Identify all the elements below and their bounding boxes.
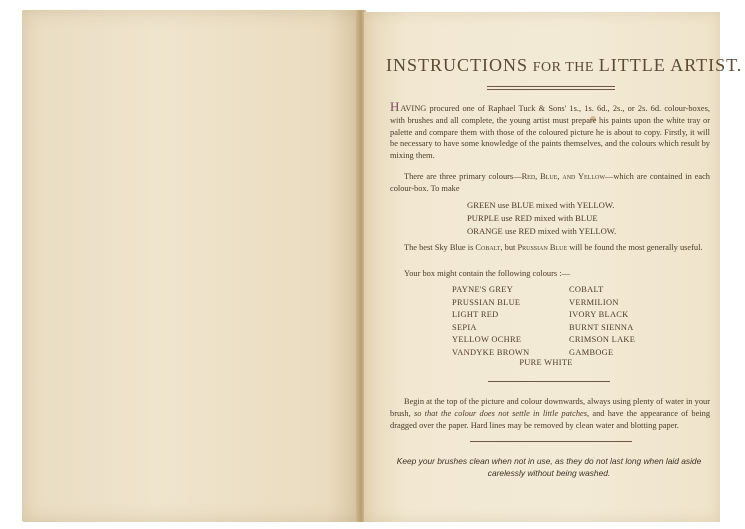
drop-cap: H [390, 99, 401, 114]
primary-text-after: —which are contained in each colour-box. To make [390, 172, 710, 193]
colour-item: VERMILION [569, 297, 619, 307]
mix-purple: PURPLE use RED mixed with BLUE [467, 213, 598, 223]
colour-item: COBALT [569, 285, 604, 294]
colour-item: GAMBOGE [569, 347, 614, 357]
mix-orange: ORANGE use RED mixed with YELLOW. [467, 226, 617, 236]
colour-item: PRUSSIAN BLUE [452, 297, 521, 307]
section-divider [488, 381, 610, 382]
primary-colours-names: Red, Blue, and Yellow [521, 172, 605, 181]
title-part-instructions: INSTRUCTIONS [386, 55, 529, 75]
sky-prussian: Prussian Blue [517, 243, 568, 252]
colour-item: IVORY BLACK [569, 310, 629, 320]
sky-blue-paragraph [390, 242, 710, 254]
footer-divider [470, 441, 632, 442]
colour-item: SEPIA [452, 322, 477, 332]
colour-item: LIGHT RED [452, 310, 499, 320]
primary-colours-paragraph [390, 171, 710, 195]
intro-paragraph [390, 101, 710, 162]
sky-text-2: , but [500, 243, 518, 252]
sky-cobalt: Cobalt [475, 243, 501, 252]
mix-green: GREEN use BLUE mixed with YELLOW. [467, 200, 615, 210]
colours-right-column [569, 284, 635, 360]
colour-item: YELLOW OCHRE [452, 335, 522, 345]
left-blank-page [22, 10, 362, 522]
primary-text-before: There are three primary colours— [404, 172, 522, 181]
colour-item: VANDYKE BROWN [452, 347, 530, 357]
title-part-little-artist: LITTLE ARTIST. [598, 55, 743, 75]
begin-italic: so that the colour does not settle in little patches [413, 408, 588, 418]
title-underline [487, 86, 615, 90]
sky-text-1: The best Sky Blue is [404, 243, 476, 252]
footer-note: Keep your brushes clean when not in use, as they do not last long when laid aside carelessly without being washed. [396, 456, 702, 478]
box-colours-intro: Your box might contain the following colours :— [404, 269, 570, 278]
colour-item: CRIMSON LAKE [569, 335, 636, 345]
begin-text-2: , and have the appearance of being dragged over the paper. Hard lines may be removed by clean water and blotting paper. [390, 408, 711, 430]
colour-pure-white: PURE WHITE [519, 358, 573, 367]
colour-item: PAYNE'S GREY [452, 285, 514, 294]
title-part-for-the: FOR THE [532, 60, 594, 75]
begin-paragraph [390, 396, 710, 431]
intro-text: AVING procured one of Raphael Tuck & Sons' 1s., 1s. 6d., 2s., or 2s. 6d. colour-boxes, with brushes and all complete, the young artist must prepare his paints upon the white tray or palette and compare them with those of the coloured picture he is about to copy. Firstly, it will be necessary to have some knowledge of the paints themselves, and the colours which result by mixing them. [390, 104, 710, 161]
colours-left-column [452, 284, 530, 360]
begin-text-1: Begin at the top of the picture and colour downwards, always using plenty of water in your brush, [390, 397, 710, 418]
colour-item: BURNT SIENNA [569, 322, 634, 332]
page-title [386, 55, 743, 76]
sky-text-3: will be found the most generally useful. [567, 243, 703, 252]
